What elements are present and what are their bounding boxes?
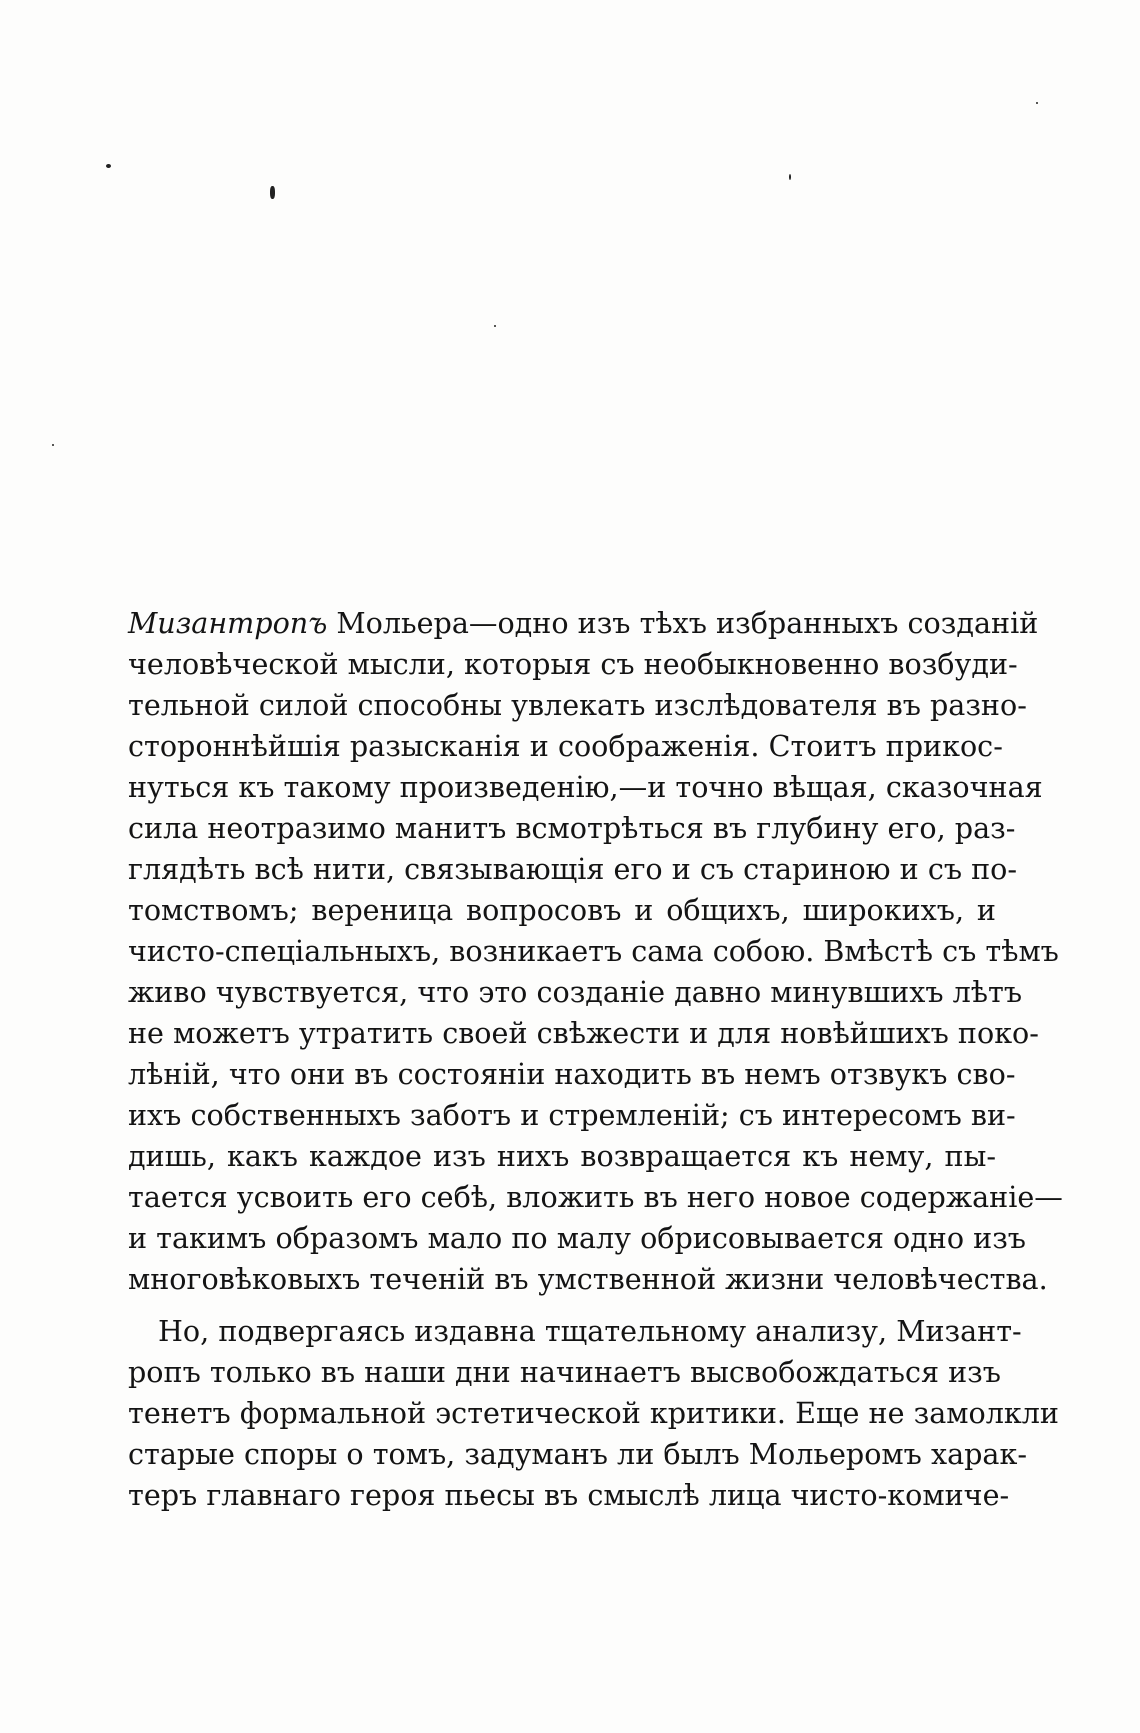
text-line: ропъ только въ наши дни начинаетъ высвобождаться изъ (128, 1355, 1001, 1389)
text-line: и такимъ образомъ мало по малу обрисовывается одно изъ (128, 1221, 1026, 1255)
scan-speck (1036, 102, 1038, 104)
scan-speck (270, 186, 275, 199)
paragraph-gap (128, 1300, 996, 1311)
text-line: чисто-спеціальныхъ, возникаетъ сама собою. Вмѣстѣ съ тѣмъ (128, 934, 1059, 968)
text-line: глядѣть всѣ нити, связывающія его и съ стариною и съ по- (128, 852, 1018, 886)
body-text (128, 603, 1063, 1516)
text-line: дишь, какъ каждое изъ нихъ возвращается къ нему, пы- (128, 1139, 996, 1173)
text-line: старые споры о томъ, задуманъ ли былъ Мольеромъ харак- (128, 1437, 1028, 1471)
work-title: Мизантропъ (128, 606, 328, 640)
text-line: не можетъ утратить своей свѣжести и для новѣйшихъ поко- (128, 1016, 1039, 1050)
scan-speck (789, 174, 791, 180)
text-line: человѣческой мысли, которыя съ необыкновенно возбуди- (128, 647, 1018, 681)
scan-speck (494, 325, 496, 327)
text-line: томствомъ; вереница вопросовъ и общихъ, широкихъ, и (128, 893, 996, 927)
text-line: лѣній, что они въ состояніи находить въ немъ отзвукъ сво- (128, 1057, 1016, 1091)
text-line: теръ главнаго героя пьесы въ смыслѣ лица чисто-комиче- (128, 1478, 1010, 1512)
text-line: сила неотразимо манитъ всмотрѣться въ глубину его, раз- (128, 811, 1016, 845)
text-line: Но, подвергаясь издавна тщательному анализу, Мизант- (158, 1314, 1022, 1348)
paragraph (128, 603, 1063, 1300)
text-line: тается усвоить его себѣ, вложить въ него новое содержаніе— (128, 1180, 1063, 1214)
text-line: тельной силой способны увлекать изслѣдователя въ разно- (128, 688, 1027, 722)
text-line: нуться къ такому произведенію,—и точно вѣщая, сказочная (128, 770, 1043, 804)
text-line: тенетъ формальной эстетической критики. Еще не замолкли (128, 1396, 1059, 1430)
text-line: многовѣковыхъ теченій въ умственной жизни человѣчества. (128, 1262, 1048, 1296)
text-line: стороннѣйшія разысканія и соображенія. Стоитъ прикос- (128, 729, 1003, 763)
text-line: ихъ собственныхъ заботъ и стремленій; съ интересомъ ви- (128, 1098, 1016, 1132)
line-text: Мольера—одно изъ тѣхъ избранныхъ созданій (327, 606, 1039, 640)
text-line: живо чувствуется, что это созданіе давно минувшихъ лѣтъ (128, 975, 1023, 1009)
text-line (128, 603, 1039, 644)
scan-speck (106, 164, 111, 168)
paragraph (128, 1311, 1059, 1516)
scan-speck (52, 444, 54, 446)
